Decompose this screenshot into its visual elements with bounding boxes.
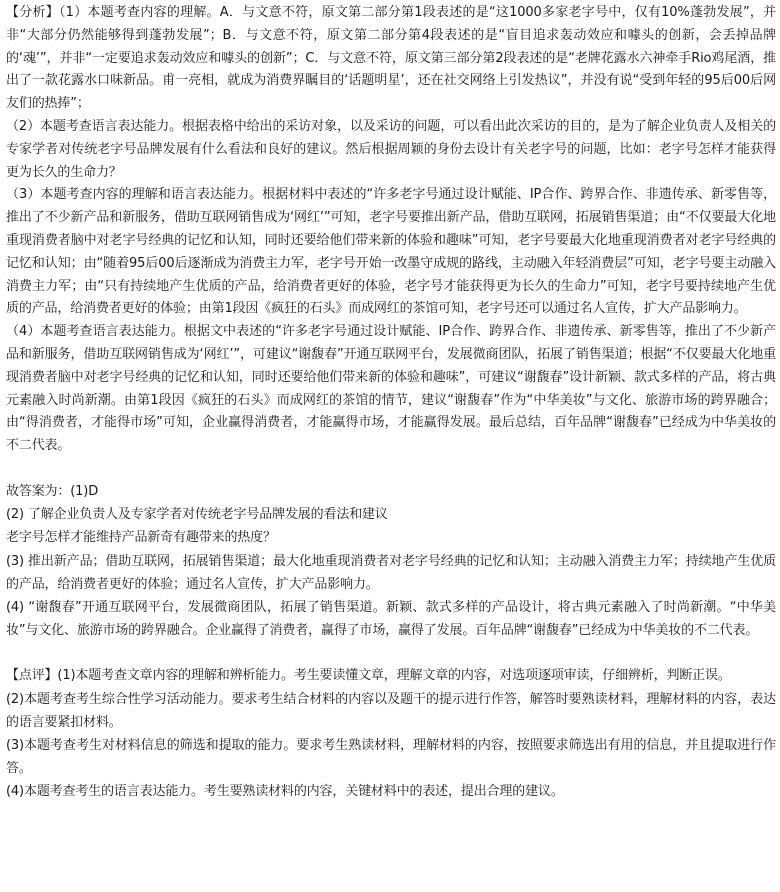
analysis-part-2: （2）本题考查语言表达能力。根据表格中给出的采访对象，以及采访的问题，可以看出此次采访的目的，是为了解企业负责人及相关的专家学者对传统老字号品牌发展有什么看法和良好的建议。然后根据周颖的身份去设计有关老字号的问题，比如：老字号怎样才能获得更为长久的生命力？ [6, 118, 776, 180]
answer-section [6, 480, 776, 642]
solution-document [6, 2, 776, 804]
section-gap [6, 458, 776, 480]
comment-section [6, 664, 776, 803]
analysis-part-4: （4）本题考查语言表达能力。根据文中表述的“许多老字号通过设计赋能、IP合作、跨界合作、非遗传承、新零售等，推出了不少新产品和新服务，借助互联网销售成为‘网红’”，可建议“谢馥春”开通互联网平台，发展微商团队，拓展了销售渠道；根据“不仅要最大化地重现消费者脑中对老字号经典的记忆和认知，同时还要给他们带来新的体验和趣味”，可建议“谢馥春”设计新颖、款式多样的产品，将古典元素融入时尚新潮。由第1段因《疯狂的石头》而成网红的茶馆的情节，建议“谢馥春”作为“中华美妆”与文化、旅游市场的跨界融合；由“得消费者，才能得市场”可知，企业赢得消费者，才能赢得市场，才能赢得发展。最后总结，百年品牌“谢馥春”已经成为中华美妆的不二代表。 [6, 324, 776, 454]
answer-line-4: (3) 推出新产品；借助互联网，拓展销售渠道；最大化地重现消费者对老字号经典的记忆和认知；主动融入消费主力军；持续地产生优质的产品，给消费者更好的体验；通过名人宣传，扩大产品影响力。 [6, 553, 776, 592]
comment-part-2: (2)本题考查考生综合性学习活动能力。要求考生结合材料的内容以及题干的提示进行作答，解答时要熟读材料，理解材料的内容，表达的语言要紧扣材料。 [6, 691, 776, 730]
analysis-part-1: 【分析】（1）本题考查内容的理解。A．与文意不符，原文第二部分第1段表述的是“这1000多家老字号中，仅有10%蓬勃发展”，并非“大部分仍然能够得到蓬勃发展”；B．与文意不符，原文第二部分第4段表述的是“盲目追求轰动效应和噱头的创新，会丢掉品牌的‘魂’”，并非“一定要追求轰动效应和噱头的创新”；C．与文意不符，原文第三部分第2段表述的是“老牌花露水六神牵手Rio鸡尾酒，推出了一款花露水口味新品。甫一亮相，就成为消费界瞩目的‘话题明星’，还在社交网络上引发热议”，并没有说“受到年轻的95后00后网友们的热捧”； [6, 5, 776, 112]
analysis-part-3: （3）本题考查内容的理解和语言表达能力。根据材料中表述的“许多老字号通过设计赋能、IP合作、跨界合作、非遗传承、新零售等，推出了不少新产品和新服务，借助互联网销售成为‘网红’”可知，老字号要推出新产品，借助互联网，拓展销售渠道；由“不仅要最大化地重现消费者脑中对老字号经典的记忆和认知，同时还要给他们带来新的体验和趣味”可知，老字号要最大化地重现消费者对老字号经典的记忆和认知；由“随着95后00后逐渐成为消费主力军，老字号开始一改墨守成规的路线，主动融入年轻消费层”可知，老字号要主动融入消费主力军；由“只有持续地产生优质的产品，给消费者更好的体验，老字号才能获得更为长久的生命力”可知，老字号要持续地产生优质的产品，给消费者更好的体验；由第1段因《疯狂的石头》而成网红的茶馆可知，老字号还可以通过名人宣传，扩大产品影响力。 [6, 187, 776, 317]
comment-part-1: 【点评】(1)本题考查文章内容的理解和辨析能力。考生要读懂文章，理解文章的内容，对选项逐项审读，仔细辨析，判断正误。 [6, 668, 731, 684]
comment-part-4: (4)本题考查考生的语言表达能力。考生要熟读材料的内容，关键材料中的表述，提出合理的建议。 [6, 784, 564, 800]
answer-line-3: 老字号怎样才能维持产品新奇有趣带来的热度？ [6, 530, 276, 546]
answer-line-2: (2) 了解企业负责人及专家学者对传统老字号品牌发展的看法和建议 [6, 507, 388, 523]
answer-line-5: (4) “谢馥春”开通互联网平台，发展微商团队，拓展了销售渠道。新颖、款式多样的产品设计，将古典元素融入了时尚新潮。“中华美妆”与文化、旅游市场的跨界融合。企业赢得了消费者，赢得了市场，赢得了发展。百年品牌“谢馥春”已经成为中华美妆的不二代表。 [6, 599, 776, 639]
section-gap [6, 642, 776, 664]
comment-part-3: (3)本题考查考生对材料信息的筛选和提取的能力。要求考生熟读材料，理解材料的内容，按照要求筛选出有用的信息，并且提取进行作答。 [6, 737, 776, 777]
analysis-section [6, 2, 776, 458]
answer-line-1: 故答案为：(1)D [6, 483, 99, 499]
